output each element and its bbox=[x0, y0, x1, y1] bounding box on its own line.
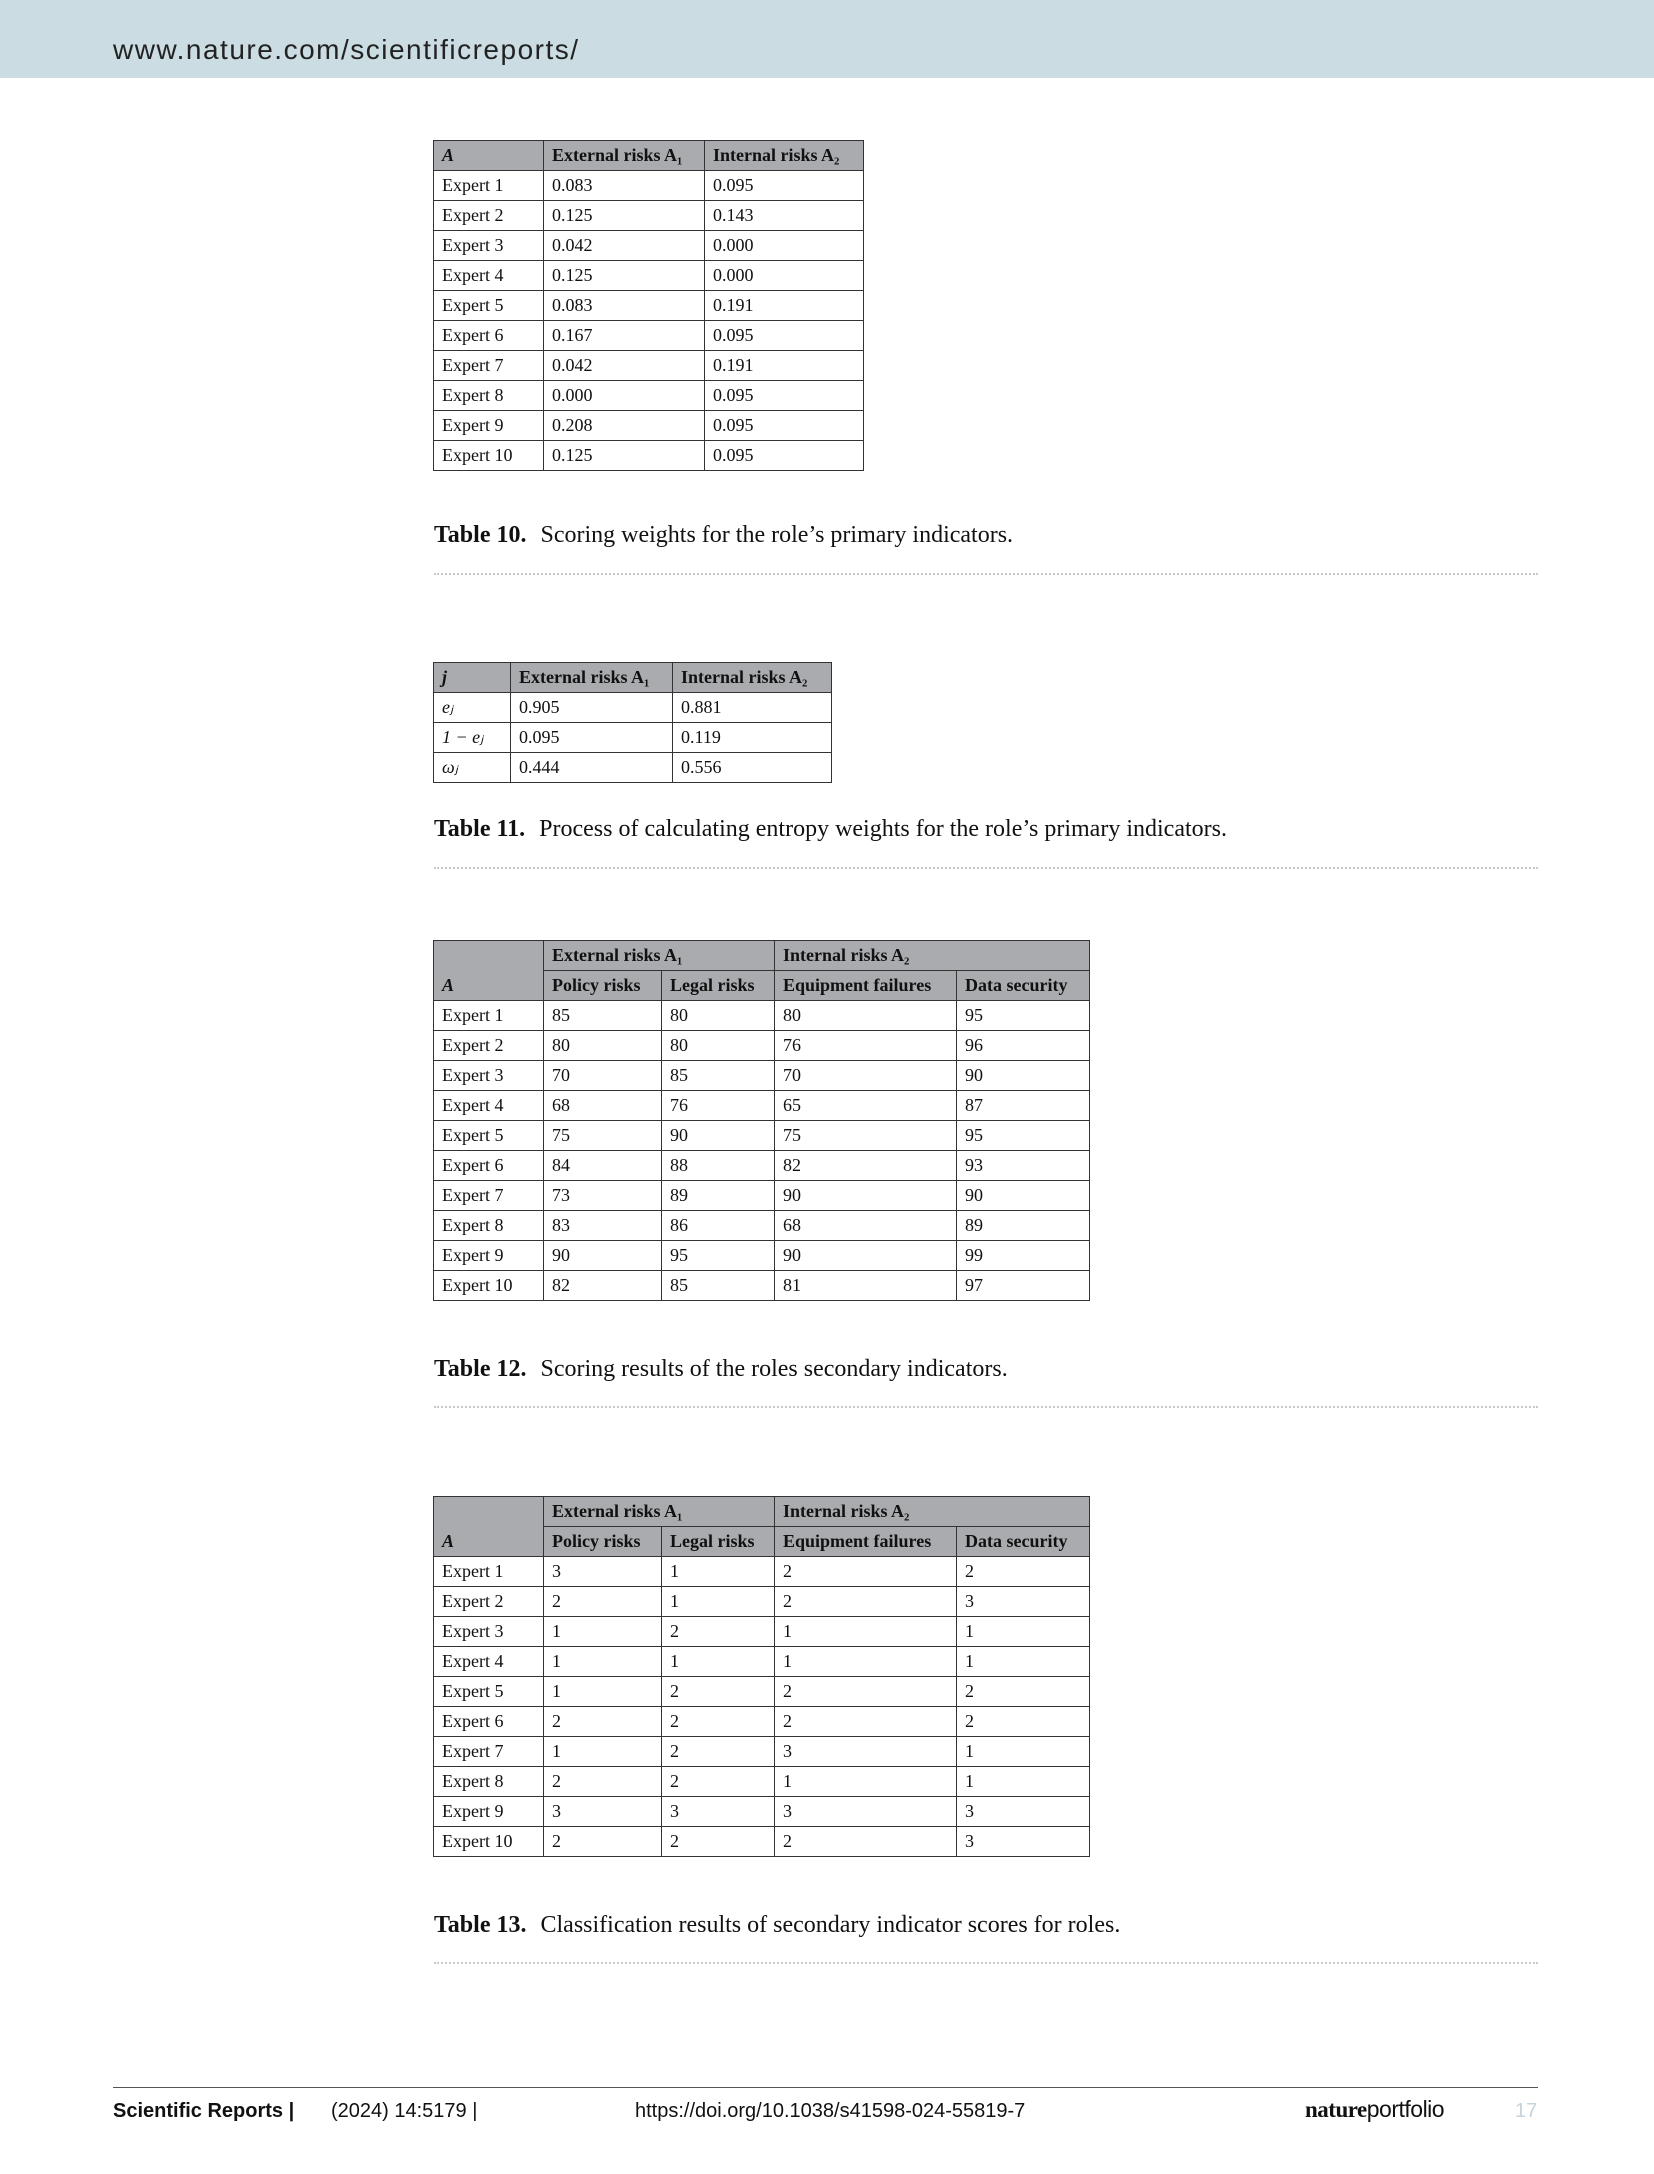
footer-doi[interactable]: https://doi.org/10.1038/s41598-024-55819-7 bbox=[635, 2100, 1026, 2122]
table-header: A bbox=[434, 1497, 544, 1557]
table-row bbox=[434, 1617, 1090, 1647]
table-cell: 81 bbox=[775, 1271, 957, 1301]
table-row bbox=[434, 1061, 1090, 1091]
table-cell: 90 bbox=[775, 1241, 957, 1271]
table-cell: 70 bbox=[775, 1061, 957, 1091]
caption-text: Process of calculating entropy weights for the role’s primary indicators. bbox=[539, 816, 1227, 842]
table-header: Equipment failures bbox=[775, 971, 957, 1001]
table-row bbox=[434, 1241, 1090, 1271]
row-label: Expert 3 bbox=[434, 1061, 544, 1091]
table-cell: 88 bbox=[662, 1151, 775, 1181]
table-cell: 0.000 bbox=[705, 261, 864, 291]
table-row bbox=[434, 441, 864, 471]
table-10-caption bbox=[434, 522, 1013, 549]
table-cell: 75 bbox=[544, 1121, 662, 1151]
table-row bbox=[434, 1587, 1090, 1617]
table-cell: 65 bbox=[775, 1091, 957, 1121]
row-label: Expert 6 bbox=[434, 321, 544, 351]
separator bbox=[434, 1406, 1538, 1408]
table-cell: 84 bbox=[544, 1151, 662, 1181]
table-row bbox=[434, 171, 864, 201]
table-cell: 82 bbox=[544, 1271, 662, 1301]
row-label: Expert 5 bbox=[434, 291, 544, 321]
table-row bbox=[434, 261, 864, 291]
caption-text: Scoring weights for the role’s primary indicators. bbox=[540, 522, 1014, 548]
table-cell: 2 bbox=[662, 1827, 775, 1857]
row-label: Expert 5 bbox=[434, 1677, 544, 1707]
footer-citation: (2024) 14:5179 | bbox=[331, 2100, 478, 2122]
table-cell: 1 bbox=[662, 1647, 775, 1677]
table-row bbox=[434, 1001, 1090, 1031]
table-cell: 86 bbox=[662, 1211, 775, 1241]
footer-journal: Scientific Reports | bbox=[113, 2100, 295, 2122]
table-cell: 1 bbox=[544, 1617, 662, 1647]
table-header: A bbox=[434, 941, 544, 1001]
table-cell: 70 bbox=[544, 1061, 662, 1091]
table-row bbox=[434, 231, 864, 261]
table-cell: 96 bbox=[957, 1031, 1090, 1061]
table-cell: 97 bbox=[957, 1271, 1090, 1301]
table-cell: 2 bbox=[662, 1737, 775, 1767]
separator bbox=[434, 573, 1538, 575]
table-row bbox=[434, 1767, 1090, 1797]
table-13 bbox=[433, 1496, 1090, 1857]
table-row bbox=[434, 753, 832, 783]
table-header: Data security bbox=[957, 1527, 1090, 1557]
table-cell: 0.125 bbox=[544, 261, 705, 291]
table-header: Data security bbox=[957, 971, 1090, 1001]
table-cell: 0.125 bbox=[544, 441, 705, 471]
table-cell: 2 bbox=[775, 1587, 957, 1617]
table-cell: 90 bbox=[957, 1061, 1090, 1091]
table-cell: 0.000 bbox=[705, 231, 864, 261]
table-cell: 75 bbox=[775, 1121, 957, 1151]
table-cell: 68 bbox=[775, 1211, 957, 1241]
table-cell: 2 bbox=[544, 1827, 662, 1857]
row-label: Expert 6 bbox=[434, 1151, 544, 1181]
table-header: j bbox=[434, 663, 511, 693]
row-label: Expert 4 bbox=[434, 1647, 544, 1677]
table-12 bbox=[433, 940, 1090, 1301]
table-cell: 0.042 bbox=[544, 231, 705, 261]
caption-label: Table 12. bbox=[434, 1356, 527, 1382]
group-header: External risks A₁ bbox=[544, 941, 775, 971]
table-cell: 0.125 bbox=[544, 201, 705, 231]
table-cell: 1 bbox=[775, 1767, 957, 1797]
row-label: Expert 2 bbox=[434, 1031, 544, 1061]
table-cell: 2 bbox=[775, 1557, 957, 1587]
table-cell: 2 bbox=[775, 1677, 957, 1707]
table-cell: 76 bbox=[662, 1091, 775, 1121]
table-row bbox=[434, 201, 864, 231]
journal-url[interactable]: www.nature.com/scientificreports/ bbox=[113, 34, 580, 65]
table-cell: 3 bbox=[957, 1587, 1090, 1617]
table-row bbox=[434, 411, 864, 441]
table-cell: 0.119 bbox=[673, 723, 832, 753]
separator bbox=[434, 1962, 1538, 1964]
table-header: Legal risks bbox=[662, 1527, 775, 1557]
table-cell: 3 bbox=[957, 1827, 1090, 1857]
table-cell: 2 bbox=[544, 1587, 662, 1617]
table-10 bbox=[433, 140, 864, 471]
group-header: External risks A₁ bbox=[544, 1497, 775, 1527]
row-label: Expert 8 bbox=[434, 1211, 544, 1241]
table-cell: 0.095 bbox=[705, 171, 864, 201]
table-11-caption bbox=[434, 816, 1227, 843]
table-cell: 0.167 bbox=[544, 321, 705, 351]
table-cell: 82 bbox=[775, 1151, 957, 1181]
row-label: Expert 6 bbox=[434, 1707, 544, 1737]
table-row bbox=[434, 1121, 1090, 1151]
table-header: A bbox=[434, 141, 544, 171]
table-row bbox=[434, 1647, 1090, 1677]
table-cell: 0.000 bbox=[544, 381, 705, 411]
table-cell: 95 bbox=[957, 1001, 1090, 1031]
table-row bbox=[434, 351, 864, 381]
footer-rule bbox=[113, 2087, 1538, 2088]
table-row bbox=[434, 1737, 1090, 1767]
table-13-caption bbox=[434, 1912, 1120, 1939]
table-row bbox=[434, 1827, 1090, 1857]
table-cell: 3 bbox=[957, 1797, 1090, 1827]
row-label: Expert 8 bbox=[434, 381, 544, 411]
table-cell: 2 bbox=[662, 1617, 775, 1647]
table-row bbox=[434, 1181, 1090, 1211]
table-cell: 85 bbox=[662, 1271, 775, 1301]
row-label: Expert 5 bbox=[434, 1121, 544, 1151]
table-cell: 1 bbox=[957, 1647, 1090, 1677]
table-cell: 99 bbox=[957, 1241, 1090, 1271]
table-cell: 95 bbox=[662, 1241, 775, 1271]
table-cell: 0.143 bbox=[705, 201, 864, 231]
table-cell: 1 bbox=[662, 1557, 775, 1587]
table-cell: 1 bbox=[544, 1737, 662, 1767]
table-cell: 90 bbox=[544, 1241, 662, 1271]
table-cell: 0.556 bbox=[673, 753, 832, 783]
table-cell: 0.444 bbox=[511, 753, 673, 783]
table-cell: 1 bbox=[544, 1647, 662, 1677]
table-cell: 80 bbox=[662, 1031, 775, 1061]
table-cell: 0.083 bbox=[544, 291, 705, 321]
table-cell: 76 bbox=[775, 1031, 957, 1061]
table-row bbox=[434, 1797, 1090, 1827]
table-cell: 90 bbox=[662, 1121, 775, 1151]
table-cell: 0.095 bbox=[705, 441, 864, 471]
table-header: Policy risks bbox=[544, 1527, 662, 1557]
table-cell: 1 bbox=[957, 1767, 1090, 1797]
table-cell: 1 bbox=[775, 1647, 957, 1677]
table-cell: 0.083 bbox=[544, 171, 705, 201]
table-header: External risks A₁ bbox=[511, 663, 673, 693]
table-cell: 0.095 bbox=[705, 411, 864, 441]
table-cell: 73 bbox=[544, 1181, 662, 1211]
table-row bbox=[434, 1271, 1090, 1301]
table-row bbox=[434, 723, 832, 753]
table-header: Internal risks A₂ bbox=[673, 663, 832, 693]
separator bbox=[434, 867, 1538, 869]
row-label: Expert 10 bbox=[434, 1827, 544, 1857]
table-row bbox=[434, 291, 864, 321]
table-cell: 95 bbox=[957, 1121, 1090, 1151]
table-header: External risks A₁ bbox=[544, 141, 705, 171]
table-cell: 90 bbox=[957, 1181, 1090, 1211]
table-row bbox=[434, 1031, 1090, 1061]
row-label: Expert 2 bbox=[434, 201, 544, 231]
table-header: Policy risks bbox=[544, 971, 662, 1001]
table-cell: 1 bbox=[957, 1617, 1090, 1647]
table-row bbox=[434, 693, 832, 723]
table-cell: 1 bbox=[662, 1587, 775, 1617]
table-row bbox=[434, 381, 864, 411]
table-cell: 3 bbox=[662, 1797, 775, 1827]
table-cell: 80 bbox=[662, 1001, 775, 1031]
table-cell: 80 bbox=[544, 1031, 662, 1061]
caption-label: Table 10. bbox=[434, 522, 527, 548]
table-cell: 2 bbox=[957, 1677, 1090, 1707]
table-cell: 89 bbox=[957, 1211, 1090, 1241]
nature-portfolio-logo: natureportfolio bbox=[1305, 2096, 1445, 2122]
page-number: 17 bbox=[1515, 2100, 1538, 2122]
row-label: Expert 4 bbox=[434, 261, 544, 291]
table-cell: 93 bbox=[957, 1151, 1090, 1181]
row-label: ωⱼ bbox=[434, 753, 511, 783]
table-cell: 0.881 bbox=[673, 693, 832, 723]
table-row bbox=[434, 1707, 1090, 1737]
table-cell: 2 bbox=[957, 1707, 1090, 1737]
row-label: Expert 10 bbox=[434, 1271, 544, 1301]
row-label: Expert 9 bbox=[434, 1241, 544, 1271]
table-header: Equipment failures bbox=[775, 1527, 957, 1557]
table-row bbox=[434, 1677, 1090, 1707]
row-label: Expert 3 bbox=[434, 1617, 544, 1647]
table-cell: 2 bbox=[775, 1827, 957, 1857]
table-cell: 87 bbox=[957, 1091, 1090, 1121]
table-row bbox=[434, 1091, 1090, 1121]
table-cell: 1 bbox=[957, 1737, 1090, 1767]
table-cell: 0.095 bbox=[511, 723, 673, 753]
table-cell: 2 bbox=[957, 1557, 1090, 1587]
table-cell: 83 bbox=[544, 1211, 662, 1241]
table-body bbox=[434, 1557, 1090, 1857]
table-row bbox=[434, 1211, 1090, 1241]
table-cell: 2 bbox=[662, 1707, 775, 1737]
table-cell: 2 bbox=[775, 1707, 957, 1737]
table-cell: 1 bbox=[775, 1617, 957, 1647]
header-banner bbox=[0, 0, 1654, 78]
table-header: Internal risks A₂ bbox=[705, 141, 864, 171]
table-cell: 85 bbox=[662, 1061, 775, 1091]
table-cell: 0.095 bbox=[705, 381, 864, 411]
table-cell: 3 bbox=[775, 1797, 957, 1827]
group-header: Internal risks A₂ bbox=[775, 941, 1090, 971]
table-cell: 0.042 bbox=[544, 351, 705, 381]
table-cell: 2 bbox=[662, 1677, 775, 1707]
table-cell: 0.095 bbox=[705, 321, 864, 351]
row-label: Expert 4 bbox=[434, 1091, 544, 1121]
table-header: Legal risks bbox=[662, 971, 775, 1001]
row-label: Expert 1 bbox=[434, 1001, 544, 1031]
table-cell: 68 bbox=[544, 1091, 662, 1121]
table-cell: 3 bbox=[544, 1557, 662, 1587]
table-cell: 2 bbox=[544, 1767, 662, 1797]
table-cell: 90 bbox=[775, 1181, 957, 1211]
table-row bbox=[434, 1557, 1090, 1587]
row-label: Expert 3 bbox=[434, 231, 544, 261]
caption-text: Classification results of secondary indicator scores for roles. bbox=[540, 1912, 1121, 1938]
table-cell: 3 bbox=[544, 1797, 662, 1827]
row-label: Expert 10 bbox=[434, 441, 544, 471]
table-cell: 0.905 bbox=[511, 693, 673, 723]
table-row bbox=[434, 1151, 1090, 1181]
row-label: eⱼ bbox=[434, 693, 511, 723]
table-cell: 1 bbox=[544, 1677, 662, 1707]
table-cell: 0.191 bbox=[705, 291, 864, 321]
caption-label: Table 13. bbox=[434, 1912, 527, 1938]
table-body bbox=[434, 1001, 1090, 1301]
row-label: Expert 2 bbox=[434, 1587, 544, 1617]
table-cell: 85 bbox=[544, 1001, 662, 1031]
row-label: Expert 1 bbox=[434, 171, 544, 201]
row-label: Expert 8 bbox=[434, 1767, 544, 1797]
row-label: Expert 9 bbox=[434, 411, 544, 441]
row-label: 1 − eⱼ bbox=[434, 723, 511, 753]
table-cell: 0.208 bbox=[544, 411, 705, 441]
group-header: Internal risks A₂ bbox=[775, 1497, 1090, 1527]
caption-text: Scoring results of the roles secondary indicators. bbox=[540, 1356, 1008, 1382]
table-11 bbox=[433, 662, 832, 783]
table-body bbox=[434, 693, 832, 783]
row-label: Expert 7 bbox=[434, 1181, 544, 1211]
row-label: Expert 1 bbox=[434, 1557, 544, 1587]
table-12-caption bbox=[434, 1356, 1008, 1383]
row-label: Expert 9 bbox=[434, 1797, 544, 1827]
caption-label: Table 11. bbox=[434, 816, 526, 842]
table-cell: 0.191 bbox=[705, 351, 864, 381]
table-cell: 2 bbox=[662, 1767, 775, 1797]
table-body bbox=[434, 171, 864, 471]
table-cell: 3 bbox=[775, 1737, 957, 1767]
row-label: Expert 7 bbox=[434, 351, 544, 381]
table-cell: 80 bbox=[775, 1001, 957, 1031]
table-row bbox=[434, 321, 864, 351]
table-cell: 89 bbox=[662, 1181, 775, 1211]
table-cell: 2 bbox=[544, 1707, 662, 1737]
row-label: Expert 7 bbox=[434, 1737, 544, 1767]
